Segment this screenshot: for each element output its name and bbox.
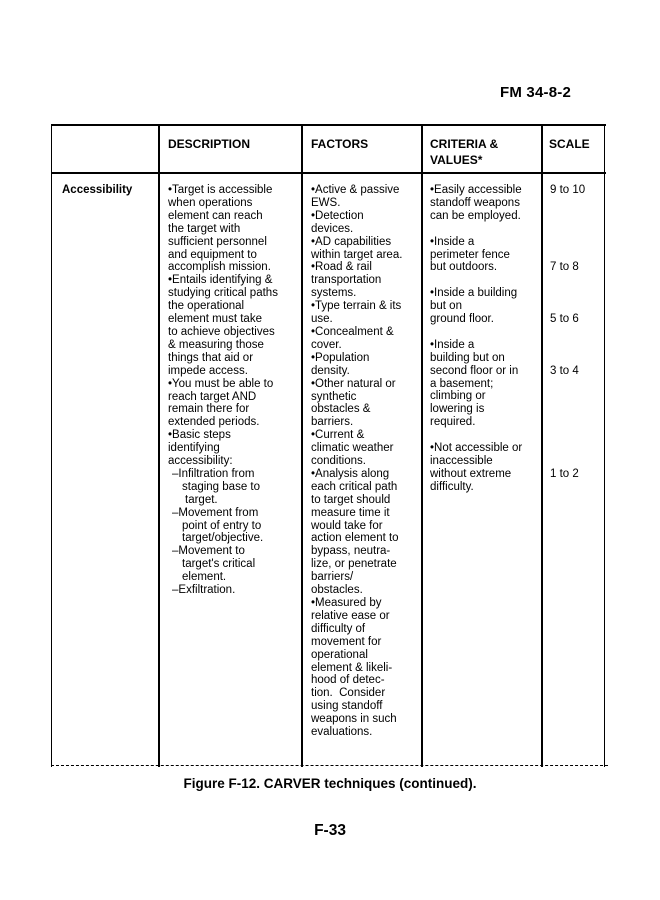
factor-line: climatic weather [311, 442, 394, 455]
factor-line: transportation [311, 274, 382, 287]
figure-caption: Figure F-12. CARVER techniques (continued). [183, 776, 477, 791]
criteria-line: standoff weapons [430, 196, 520, 209]
factor-line: barriers. [311, 416, 354, 429]
line-gap [550, 300, 600, 313]
factor-line: synthetic [311, 390, 357, 403]
factor-line: cover. [311, 338, 342, 351]
carver-table [51, 124, 606, 767]
factor-line: •Measured by [311, 597, 382, 609]
scale-cell [550, 184, 600, 481]
criteria-line: •Not accessible or [430, 442, 523, 455]
factor-line: •Type terrain & its [311, 300, 402, 313]
row-label-accessibility: Accessibility [62, 184, 133, 196]
factor-line: difficulty of [311, 622, 366, 635]
header-line: CRITERIA & [430, 137, 499, 151]
description-line: and equipment to [168, 248, 257, 261]
description-line: element. [182, 571, 227, 584]
criteria-line: perimeter fence [430, 248, 510, 261]
criteria-line: •Inside a [430, 338, 475, 351]
factor-line: lize, or penetrate [311, 558, 397, 571]
description-line: •You must be able to [168, 377, 274, 390]
scale-value: 1 to 2 [550, 467, 579, 480]
factor-line: •Current & [311, 429, 365, 442]
criteria-line: inaccessible [430, 454, 493, 467]
criteria-line: can be employed. [430, 209, 521, 222]
document-id: FM 34-8-2 [500, 84, 571, 101]
column-divider-1 [158, 126, 160, 767]
criteria-line: second floor or in [430, 364, 519, 377]
criteria-line: climbing or [430, 390, 486, 403]
scale-value: 9 to 10 [550, 184, 586, 196]
page-number: F-33 [314, 822, 346, 839]
description-line: reach target AND [168, 390, 257, 403]
factor-line: operational [311, 648, 368, 661]
description-line: studying critical paths [168, 287, 278, 300]
factor-line: •Population [311, 351, 370, 364]
scale-value: 5 to 6 [550, 312, 579, 325]
factor-line: evaluations. [311, 726, 373, 739]
description-line: identifying [168, 442, 220, 455]
criteria-line: but outdoors. [430, 261, 498, 274]
factor-line: relative ease or [311, 609, 390, 622]
factor-line: obstacles. [311, 584, 363, 597]
column-divider-2 [301, 126, 303, 767]
description-line: •Basic steps [168, 429, 231, 442]
description-line: •Target is accessible [168, 184, 273, 196]
criteria-line: but on [430, 300, 462, 313]
line-gap [430, 223, 538, 236]
description-line: extended periods. [168, 416, 260, 429]
factor-line: barriers/ [311, 571, 354, 584]
line-gap [550, 326, 600, 339]
line-gap [550, 274, 600, 287]
line-gap [550, 442, 600, 455]
factor-line: •Concealment & [311, 325, 394, 338]
criteria-line: a basement; [430, 377, 494, 390]
factor-line: tion. Consider [311, 687, 386, 700]
factor-line: within target area. [311, 248, 403, 261]
factor-line: measure time it [311, 506, 390, 519]
line-gap [550, 352, 600, 365]
description-line: remain there for [168, 403, 250, 416]
table-border-right [604, 126, 605, 767]
factor-line: each critical path [311, 480, 398, 493]
criteria-line: building but on [430, 351, 505, 364]
factor-line: element & likeli- [311, 661, 393, 674]
factor-line: EWS. [311, 196, 341, 209]
factor-line: to target should [311, 493, 391, 506]
header-criteria-values [430, 136, 530, 168]
continuation-dashed-line [51, 765, 608, 766]
description-line: target's critical [182, 558, 256, 571]
factor-line: systems. [311, 287, 357, 300]
column-divider-3 [421, 126, 423, 767]
description-line: things that aid or [168, 351, 254, 364]
factor-line: •AD capabilities [311, 235, 392, 248]
scale-value: 7 to 8 [550, 261, 579, 274]
description-line: staging base to [182, 480, 261, 493]
criteria-line: •Easily accessible [430, 184, 522, 196]
factor-line: •Other natural or [311, 377, 396, 390]
line-gap [430, 326, 538, 339]
column-divider-4 [541, 126, 543, 767]
description-line: –Movement from [172, 506, 259, 519]
criteria-line: lowering is [430, 403, 485, 416]
header-line: VALUES* [430, 153, 483, 167]
line-gap [550, 390, 600, 403]
factor-line: hood of detec- [311, 674, 385, 687]
header-scale: SCALE [549, 137, 590, 151]
factor-line: •Active & passive [311, 184, 400, 196]
factor-line: would take for [311, 519, 383, 532]
description-line: –Infiltration from [172, 467, 255, 480]
line-gap [550, 287, 600, 300]
criteria-line: difficulty. [430, 480, 474, 493]
description-line: when operations [168, 196, 253, 209]
criteria-line: ground floor. [430, 313, 494, 326]
line-gap [550, 248, 600, 261]
criteria-line: without extreme [430, 467, 512, 480]
criteria-line: required. [430, 416, 476, 429]
factor-line: bypass, neutra- [311, 545, 391, 558]
description-line: •Entails identifying & [168, 274, 273, 287]
header-description: DESCRIPTION [168, 137, 251, 151]
line-gap [550, 210, 600, 223]
description-line: element can reach [168, 209, 263, 222]
line-gap [550, 403, 600, 416]
description-line: accomplish mission. [168, 261, 271, 274]
description-line: to achieve objectives [168, 325, 275, 338]
line-gap [550, 377, 600, 390]
line-gap [550, 223, 600, 236]
description-line: sufficient personnel [168, 235, 267, 248]
factor-line: use. [311, 313, 333, 326]
factor-line: conditions. [311, 455, 366, 468]
factor-line: weapons in such [311, 713, 397, 726]
line-gap [550, 197, 600, 210]
description-line: target. [185, 493, 218, 506]
factor-line: •Detection [311, 209, 364, 222]
description-cell [168, 184, 298, 597]
description-line: accessibility: [168, 455, 233, 468]
factor-line: obstacles & [311, 403, 371, 416]
factor-line: density. [311, 364, 350, 377]
header-factors: FACTORS [311, 137, 369, 151]
criteria-line: •Inside a building [430, 287, 518, 300]
factor-line: action element to [311, 532, 399, 545]
line-gap [550, 429, 600, 442]
factor-line: devices. [311, 222, 354, 235]
description-line: & measuring those [168, 338, 264, 351]
table-border-left [51, 126, 52, 767]
line-gap [550, 416, 600, 429]
scale-value: 3 to 4 [550, 364, 579, 377]
factor-line: •Analysis along [311, 467, 390, 480]
description-line: target/objective. [182, 532, 264, 545]
line-gap [550, 236, 600, 249]
criteria-cell [430, 184, 538, 494]
description-line: –Movement to [172, 545, 245, 558]
factors-cell [311, 184, 419, 739]
header-divider [51, 172, 606, 174]
description-line: –Exfiltration. [172, 584, 236, 597]
criteria-line: •Inside a [430, 235, 475, 248]
description-line: point of entry to [182, 519, 262, 532]
factor-line: •Road & rail [311, 261, 372, 274]
line-gap [430, 274, 538, 287]
description-line: the target with [168, 222, 241, 235]
factor-line: using standoff [311, 700, 383, 713]
description-line: element must take [168, 313, 262, 326]
line-gap [430, 429, 538, 442]
line-gap [550, 455, 600, 468]
description-line: the operational [168, 300, 245, 313]
description-line: impede access. [168, 364, 248, 377]
factor-line: movement for [311, 635, 382, 648]
line-gap [550, 339, 600, 352]
